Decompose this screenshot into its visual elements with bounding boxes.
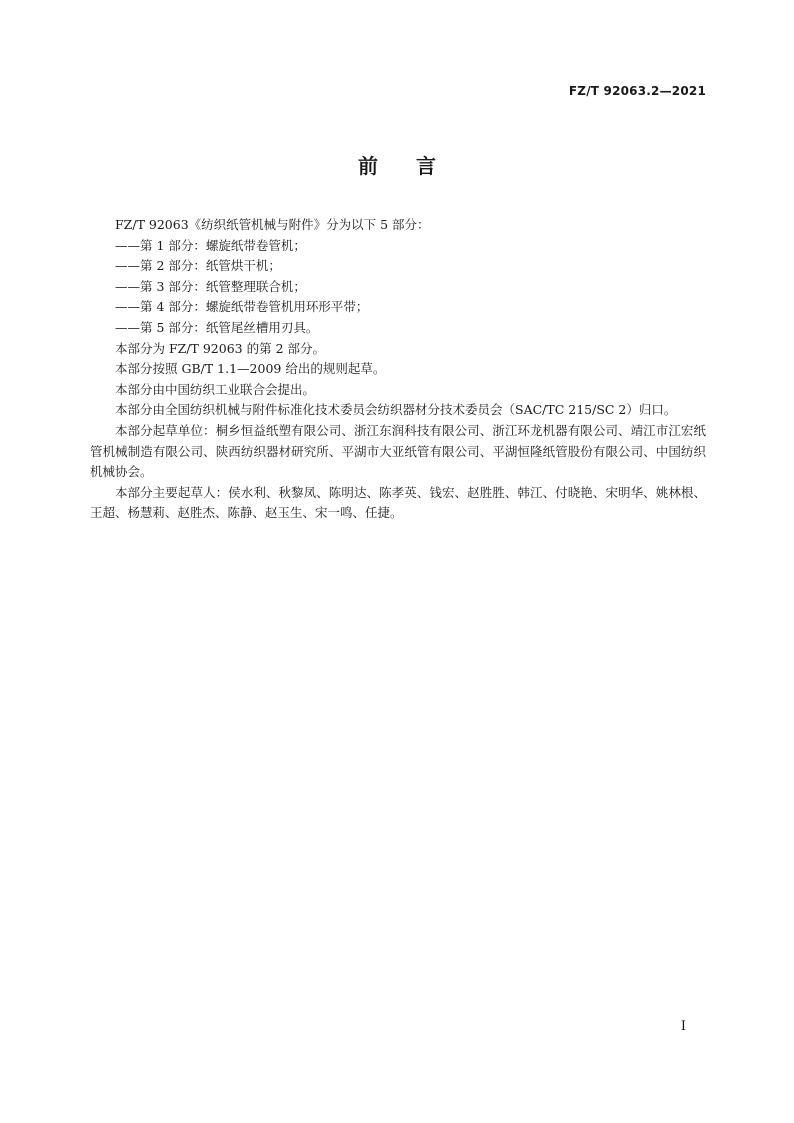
list-item-part-2: ——第 2 部分：纸管烘干机； [115, 258, 281, 274]
page-number: I [680, 1019, 686, 1034]
list-item-part-1: ——第 1 部分：螺旋纸带卷管机； [115, 237, 306, 253]
list-item-part-5: ——第 5 部分：纸管尾丝槽用刃具。 [115, 319, 319, 335]
foreword-body [90, 215, 706, 524]
paragraph-drafting-rules: 本部分按照 GB/T 1.1—2009 给出的规则起草。 [115, 361, 386, 377]
list-item-part-4: ——第 4 部分：螺旋纸带卷管机用环形平带； [115, 299, 369, 315]
paragraph-part-statement: 本部分为 FZ/T 92063 的第 2 部分。 [115, 340, 325, 356]
paragraph-proposer: 本部分由中国纺织工业联合会提出。 [115, 381, 316, 397]
paragraph-intro: FZ/T 92063《纺织纸管机械与附件》分为以下 5 部分： [115, 217, 430, 232]
page-title: 前言 [358, 154, 474, 178]
paragraph-drafting-units: 本部分起草单位：桐乡恒益纸塑有限公司、浙江东润科技有限公司、浙江环龙机器有限公司、靖江市江宏纸管机械制造有限公司、陕西纺织器材研究所、平湖市大亚纸管有限公司、平湖恒隆纸管股份有限公司、中国纺织机械协会。 [90, 422, 706, 480]
paragraph-drafters: 本部分主要起草人：侯水利、秋黎凤、陈明达、陈孝英、钱宏、赵胜胜、韩江、付晓艳、宋明华、姚林根、王超、杨慧莉、赵胜杰、陈静、赵玉生、宋一鸣、任捷。 [90, 484, 706, 521]
list-item-part-3: ——第 3 部分：纸管整理联合机； [115, 278, 306, 294]
paragraph-committee: 本部分由全国纺织机械与附件标准化技术委员会纺织器材分技术委员会（SAC/TC 215/SC 2）归口。 [115, 402, 677, 418]
standard-number: FZ/T 92063.2—2021 [568, 84, 706, 98]
